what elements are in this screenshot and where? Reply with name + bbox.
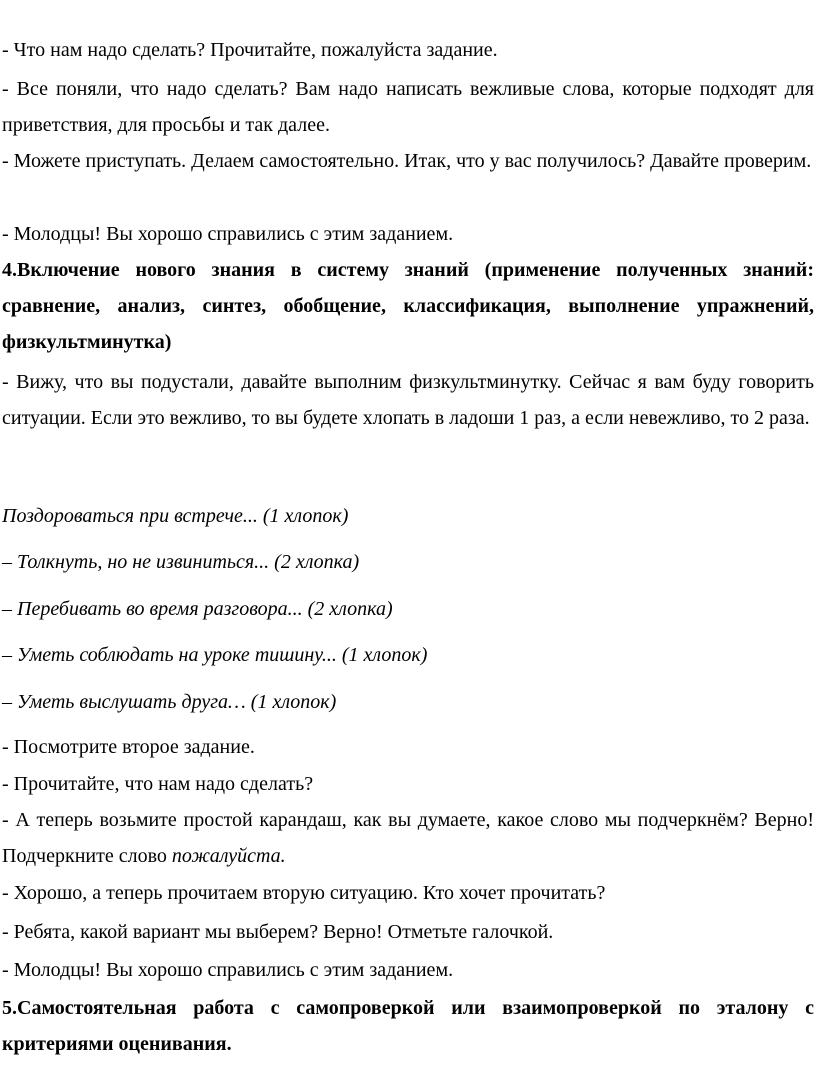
section-heading-4: 4.Включение нового знания в систему знаний (применение полученных знаний: сравнение, анализ, синтез, обобщение, классификация, выполнение упражнений, физкультминутка) bbox=[2, 259, 814, 353]
paragraph-exercise-intro: - Вижу, что вы подустали, давайте выполним физкультминутку. Сейчас я вам буду говорить ситуации. Если это вежливо, то вы будете хлопать в ладоши 1 раз, а если невежливо, то 2 раза. bbox=[2, 371, 814, 429]
situation-item: Поздороваться при встрече... (1 хлопок) bbox=[2, 505, 349, 527]
paragraph-second-situation: - Хорошо, а теперь прочитаем вторую ситуацию. Кто хочет прочитать? bbox=[2, 882, 606, 904]
paragraph-polite-words: - Все поняли, что надо сделать? Вам надо написать вежливые слова, которые подходят для приветствия, для просьбы и так далее. bbox=[2, 78, 814, 136]
paragraph-start-work: - Можете приступать. Делаем самостоятельно. Итак, что у вас получилось? Давайте проверим. bbox=[2, 150, 812, 172]
pencil-text: - А теперь возьмите простой карандаш, как вы думаете, какое слово мы подчеркнём? Верно! Подчеркните слово bbox=[2, 809, 814, 867]
situation-item: – Уметь выслушать друга… (1 хлопок) bbox=[2, 691, 337, 713]
paragraph-well-done: - Молодцы! Вы хорошо справились с этим заданием. bbox=[2, 223, 454, 245]
paragraph-choose-option: - Ребята, какой вариант мы выберем? Верно! Отметьте галочкой. bbox=[2, 921, 554, 943]
highlighted-word: пожалуйста. bbox=[171, 845, 286, 867]
paragraph-read-task: - Что нам надо сделать? Прочитайте, пожалуйста задание. bbox=[2, 39, 498, 61]
situation-item: – Толкнуть, но не извиниться... (2 хлопка) bbox=[2, 551, 360, 573]
paragraph-second-task: - Посмотрите второе задание. bbox=[2, 736, 255, 758]
paragraph-well-done-2: - Молодцы! Вы хорошо справились с этим заданием. bbox=[2, 959, 454, 981]
section-heading-5: 5.Самостоятельная работа с самопроверкой или взаимопроверкой по эталону с критериями оценивания. bbox=[2, 997, 814, 1055]
situation-item: – Перебивать во время разговора... (2 хлопка) bbox=[2, 598, 393, 620]
paragraph-pencil bbox=[2, 802, 814, 874]
situation-item: – Уметь соблюдать на уроке тишину... (1 хлопок) bbox=[2, 644, 428, 666]
paragraph-read-what: - Прочитайте, что нам надо сделать? bbox=[2, 773, 314, 795]
